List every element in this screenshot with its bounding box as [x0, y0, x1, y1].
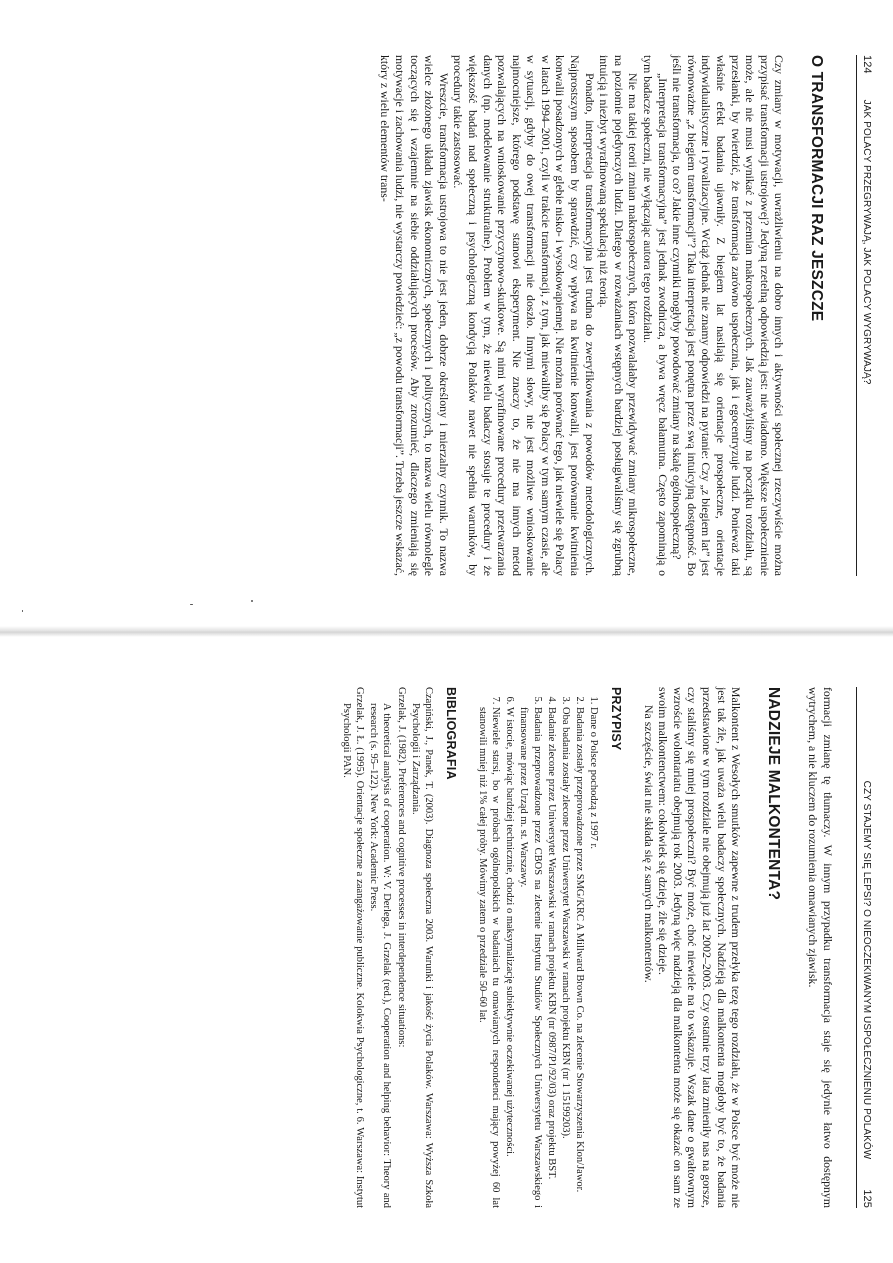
bibliography-entry: Grzelak, J. Ł. (1995). Orientacje społeczne a zaangażowanie publiczne. Kolokwia Psychologiczne, t. 6. Warszawa: Instytut Psychologii PAN.: [340, 687, 366, 1208]
paragraph: „Interpretacja transformacyjna” jest jednak zwodnicza, a bywa wręcz bałamutna. Często zapominają o tym badacze społeczni, nie wyłączając autora tego rozdziału.: [641, 55, 670, 576]
running-head-right: [856, 687, 873, 1208]
page-number-right: 125: [861, 1189, 873, 1208]
paragraph: Na szczęście, świat nie składa się z samych malkontentów.: [641, 705, 656, 983]
running-head-text-left: JAK POLACY PRZEGRYWAJĄ, JAK POLACY WYGRYWAJĄ?: [861, 99, 872, 385]
paragraph: Malkontent z Wesołych smutków zapewne z trudem przełyka tezę tego rozdziału, że w Polsce być może nie jest tak źle, jak uważa wielu badaczy społecznych. Nadzieją dla malkontenta mogłoby być to, że badania przedstawione w tym rozdziale nie obejmują już lat 2002–2003. Czy ostatnie trzy lata zmieniły nas na gorsze, czy staliśmy się mniej prospołeczni? Być może, choć niewiele na to wskazuje. Wszak dane o gwałtownym wzroście wolontariatu obejmują rok 2003. Jedyną więc nadzieją dla malkontenta może się okazać on sam ze swoim malkontenctwem: cokolwiek się dzieje, źle się dzieje.: [656, 687, 744, 1208]
note-item: 5. Badania przeprowadzone przez CBOS na zlecenie Instytutu Studiów Społecznych Uniwersytetu Warszawskiego i finansowane przez Urząd m. st. Warszawy.: [517, 707, 543, 1208]
notes-list: [476, 687, 601, 1208]
right-body: [339, 687, 835, 1208]
paragraph: Ponadto, interpretacja transformacyjna jest trudna do zweryfikowania z powodów metodologicznych. Najprostszym sposobem by sprawdzić, czy wpływa na kwitnienie konwalii, jest porównanie kwitnienia konwalii posadzonych w glebie nisko- i wysokowapiennej. Nie można porównać tego, jak niewiele się Polacy w latach 1994–2001, czyli w trakcie transformacji, z tym, jak miewaliby się Polacy w tym samym czasie, ale w sytuacji, gdyby do owej transformacji nie doszło. Innymi słowy, nie jest możliwe wnioskowanie najmocniejsze, którego podstawę stanowi eksperyment. Nie znaczy to, że nie ma innych metod pozwalających na wnioskowanie przyczynowo-skutkowe. Są nimi wyrafinowane procedury przetwarzania danych (np. modelowanie strukturalne). Problem w tym, że niewielu badaczy stosuje te procedury i że większość badań nad społeczną i psychologiczną kondycją Polaków nawet nie spełnia warunków, by procedury takie zastosować.: [451, 55, 597, 576]
note-item: 2. Badania zostały przeprowadzone przez SMG/KRC A Millward Brown Co. na zlecenie Stowarzyszenia Klon/Jawor.: [573, 707, 586, 1208]
scan-speck: [251, 600, 253, 602]
bibliography-entry: A theoretical analysis of cooperation. W: V. Derlega, J. Grzelak (red.), Cooperation and helping behavior: Theory and research (s. 95–122). New York: Academic Press.: [368, 703, 393, 1208]
note-item: 3. Oba badania zostały zlecone przez Uniwersytet Warszawski w ramach projektu KBN (nr 1 15199203).: [559, 707, 572, 1208]
bibliography-title: BIBLIOGRAFIA: [443, 687, 458, 780]
bibliography-list: [340, 687, 435, 1208]
section-title-malcontent: NADZIEJE MALKONTENTA?: [764, 687, 782, 901]
bibliography-entry: Grzelak, J. (1982). Preferences and cognitive processes in interdependence situations:: [395, 687, 407, 1048]
paragraph: Wreszcie, transformacja ustrojowa to nie jest jeden, dobrze określony i mierzalny czynnik. To nazwa wielce złożonego układu zjawisk ekonomicznych, społecznych i politycznych, to nazwa wielu równolegle toczących się i wzajemnie na siebie oddziałujących procesów. Aby zrozumieć, dlaczego zmieniają się motywacje i zachowania ludzi, nie wystarczy powiedzieć: „z powodu transformacji”. Trzeba jeszcze wskazać, który z wielu elementów trans-: [378, 55, 451, 576]
note-item: 1. Dane o Polsce pochodzą z 1997 r.: [587, 707, 600, 1208]
page-number-left: 124: [861, 55, 873, 74]
left-body: [378, 55, 835, 576]
left-page: [0, 0, 893, 631]
section-title-transformation: O TRANSFORMACJI RAZ JESZCZE: [808, 55, 825, 322]
scan-speck: [22, 610, 23, 612]
notes-title: PRZYPISY: [609, 687, 624, 751]
right-page: [0, 632, 893, 1263]
continuation-paragraph: formacji zmianę tę tłumaczy. W innym przypadku transformacja staje się jedynie łatwo dostępnym wytrychem, a nie kluczem do rozumienia omawianych zjawisk.: [806, 687, 835, 1208]
paragraph: Czy zmiany w motywacji, uwrażliwieniu na dobro innych i aktywności społecznej rzeczywiście można przypisać transformacji ustrojowej? Jedyną rzetelną odpowiedzią jest: nie wiadomo. Większe uspołecznienie może, ale nie musi wynikać z przemian makrospołecznych. Jak zauważyliśmy na początku rozdziału, są przesłanki, by twierdzić, że transformacja zarówno uspołecznia, jak i egocentryzuje ludzi. Ponieważ taki właśnie efekt badania ujawniły. Z biegiem lat nasilają się orientacje prospołeczne, orientacje indywidualistyczne i rywalizacyjne. Wciąż jednak nie znamy odpowiedzi na pytanie: Czy „z biegiem lat” jest równoważne „z biegiem transformacji”? Taka interpretacja jest ponętna przez swą intuicyjną dostępność. Bo jeśli nie transformacja, to co? Jakie inne czynniki mogłyby powodować zmiany na skalę ogólnospołeczną?: [670, 55, 787, 576]
bibliography-entry: Czapiński, J., Panek, T. (2003). Diagnoza społeczna 2003. Warunki i jakość życia Polaków. Warszawa: Wyższa Szkoła Psychologii i Zarządzania.: [409, 687, 435, 1208]
scan-speck: [190, 604, 193, 605]
running-head-text-right: CZY STAJEMY SIĘ LEPSI? O NIEOCZEKIWANYM USPOŁECZNIENIU POLAKÓW: [861, 780, 872, 1160]
running-head-left: [856, 55, 873, 576]
note-item: 7. Niewiele starsi, bo w próbach ogólnopolskich w badaniach tu omawianych respondenci mający powyżej 60 lat stanowili mniej niż 1% całej próby. Mówimy zatem o przedziale 50–60 lat.: [476, 707, 502, 1208]
note-item: 6. W istocie, mówiąc bardziej technicznie, chodzi o maksymalizację subiektywnie oczekiwanej użyteczności.: [503, 707, 516, 1208]
note-item: 4. Badanie zlecone przez Uniwersytet Warszawski w ramach projektu KBN (nr 0987/P1/92/03) oraz projektu BST.: [545, 707, 558, 1208]
paragraph: Nie ma takiej teorii zmian makrospołecznych, która pozwalałaby przewidywać zmiany mikrospołeczne, na poziomie pojedynczych ludzi. Dlatego w rozważaniach wstępnych bardziej posługiwaliśmy się zgrubną intuicją i niezbyt wyrafinowaną spekulacją niż teorią.: [597, 55, 641, 576]
